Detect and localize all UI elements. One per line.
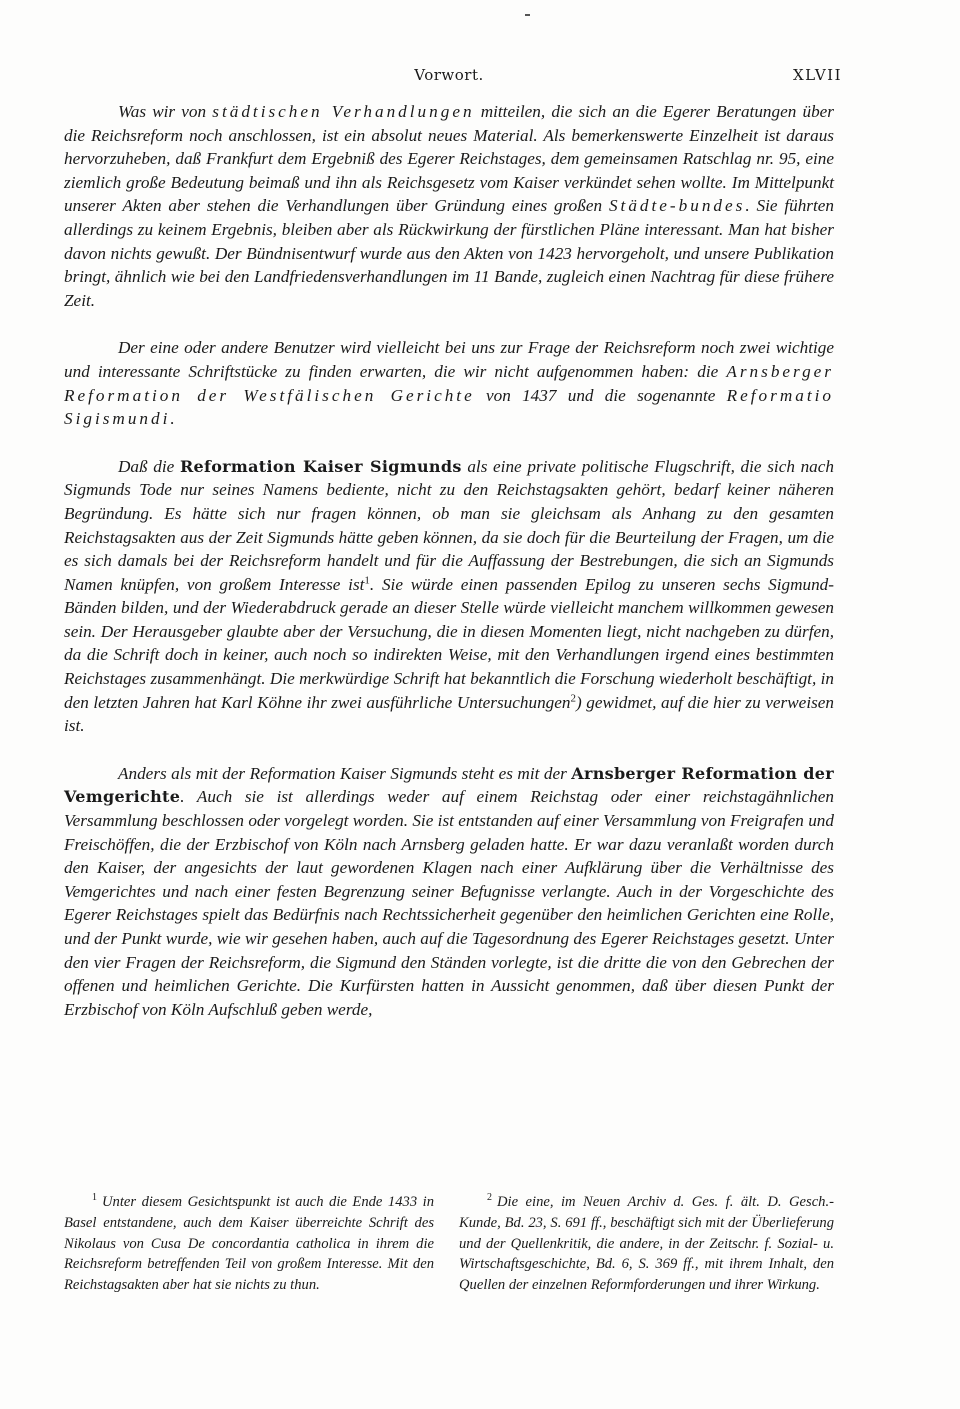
text-run: . Sie führten allerdings zu keinem Ergebnis, bleiben aber als Rückwirkung der fürstlichen Pläne interessant. Man hat bisher davon nichts gewußt. Der Bündnisentwurf wurde aus den Akten von 1423 hervorgeholt, und unsere Publikation bringt, ähnlich wie bei den Landfriedensverhandlungen im 11 Bande, zugleich einen Nachtrag für diese frühere Zeit. bbox=[64, 196, 834, 310]
footnote-number: 2 bbox=[487, 1192, 492, 1204]
running-head bbox=[64, 66, 842, 88]
text-run: von 1437 und die sogenannte bbox=[474, 385, 727, 405]
bold-emphasis: Reformation Kaiser Sigmunds bbox=[179, 456, 462, 476]
text-run: Anders als mit der Reformation Kaiser Sigmunds steht es mit der bbox=[118, 763, 572, 783]
body-text bbox=[64, 100, 834, 1021]
text-run: . Auch sie ist allerdings weder auf einem Reichstag oder einer reichstagähnlichen Versammlung beschlossen oder vorgelegt worden. Sie ist entstanden auf einer Versammlung von Freigrafen und Freischöffen, die der Erzbischof von Köln nach Arnsberg geladen hatte. Er war dazu veranlaßt worden durch den Kaiser, der angesichts der laut gewordenen Klagen nach einer Aufklärung über die Verhältnisse des Vemgerichtes und nach einer festen Begrenzung seiner Befugnisse verlangte. Auch in der Vorgeschichte des Egerer Reichstages spielt das Bedürfnis nach Rechtssicherheit gegenüber den heimlichen Gerichten eine Rolle, und der Punkt wurde, wie wir gesehen haben, auch auf die Tagesordnung des Egerer Reichstages gesetzt. Unter den vier Fragen der Reichsreform, die Sigmund den Ständen vorlegte, ist die dritte die von den Gebrechen der offenen und heimlichen Gerichte. Die Kurfürsten hatten in Aussicht genommen, daß über diesen Punkt der Erzbischof von Köln Aufschluß geben werde, bbox=[64, 787, 834, 1019]
paragraph-4 bbox=[64, 762, 834, 1022]
footnote-number: 1 bbox=[92, 1192, 97, 1204]
footnote-2 bbox=[459, 1192, 834, 1296]
footnote-reference: 2 bbox=[570, 691, 576, 704]
paragraph-3 bbox=[64, 455, 834, 738]
footnote-text: Die eine, im Neuen Archiv d. Ges. f. ält. D. Gesch.-Kunde, Bd. 23, S. 691 ff., beschäftigt sich mit der Überlieferung und der Quellenkritik, die andere, in der Zeitschr. f. Sozial- u. Wirtschaftsgeschichte, Bd. 6, S. 369 ff., mit ihrem Inhalt, den Quellen der einzelnen Reformforderungen und ihrer Wirkung. bbox=[459, 1194, 834, 1294]
footnote-reference: 1 bbox=[364, 573, 370, 586]
footnote-1 bbox=[64, 1192, 434, 1296]
text-run: mitteilen, die sich an die Egerer Beratungen über die Reichsreform noch anschlossen, ist ein absolut neues Material. Als bemerkenswerte Einzelheit ist daraus hervorzuheben, daß Frankfurt dem Ergebniß des Egerer Reichstages, dem gemeinsamen Ratschlag nr. 95, eine ziemlich große Bedeutung beimaß und ihn als Reichsgesetz vom Kaiser verkündet sehen wollte. Im Mittelpunkt unserer Akten aber stehen die Verhandlungen über Gründung eines großen bbox=[64, 102, 834, 216]
spaced-emphasis: Städte-bundes bbox=[608, 196, 746, 216]
spaced-emphasis: Arnsberger Reformation der Westfälischen Gerichte bbox=[64, 361, 834, 405]
text-run: . bbox=[170, 409, 175, 429]
page-number: XLVII bbox=[792, 66, 842, 84]
text-run: Der eine oder andere Benutzer wird vielleicht bei uns zur Frage der Reichsreform noch zwei wichtige und interessante Schriftstücke zu finden erwarten, die wir nicht aufgenommen haben: die bbox=[64, 338, 834, 381]
text-run: ) gewidmet, auf die hier zu verweisen ist. bbox=[64, 692, 834, 736]
spaced-emphasis: städtischen Verhandlungen bbox=[212, 102, 475, 121]
footnote-text: Unter diesem Gesichtspunkt ist auch die Ende 1433 in Basel entstandene, auch dem Kaiser überreichte Schrift des Nikolaus von Cusa De concordantia catholica in ihrem die Reichsreform betreffenden Teil von großem Interesse. Mit den Reichstagsakten aber hat sie nichts zu thun. bbox=[64, 1194, 434, 1294]
text-run: . Sie würde einen passenden Epilog zu unseren sechs Sigmund-Bänden bilden, und der Wiederabdruck gerade an dieser Stelle würde vielleicht manchem willkommen gewesen sein. Der Herausgeber glaubte aber der Versuchung, die in diesen Momenten liegt, nicht nachgeben zu dürfen, da die Schrift doch in keiner, auch noch so indirekten Weise, mit den Verhandlungen irgend eines bestimmten Reichstages zusammenhängt. Die merkwürdige Schrift hat bekanntlich die Forschung wiederholt beschäftigt, in den letzten Jahren hat Karl Köhne ihr zwei ausführliche Untersuchungen bbox=[64, 574, 834, 712]
text-run: als eine private politische Flugschrift, die sich nach Sigmunds Tode nur seines Namens bediente, nicht zu den Reichstagsakten gehört, bedarf keiner näheren Begründung. Es hätte sich nur fragen können, ob man sie gleichsam als Anhang zu den gesamten Reichstagsakten aus der Zeit Sigmunds hätte geben können, da sie doch für die Beurteilung der Fragen, um die es sich damals bei der Reichsreform handelt und für die Auffassung der Bestrebungen, die sich an Sigmunds Namen knüpfen, von großem Interesse ist bbox=[64, 456, 834, 594]
print-mark bbox=[525, 14, 530, 16]
spaced-emphasis: Reformatio Sigismundi bbox=[64, 385, 834, 429]
text-run: Daß die bbox=[118, 456, 180, 476]
paragraph-2 bbox=[64, 336, 834, 430]
paragraph-1 bbox=[64, 100, 834, 312]
running-title: Vorwort. bbox=[414, 66, 484, 84]
text-run: Was wir von bbox=[118, 102, 213, 121]
bold-emphasis: Arnsberger Reformation der Vemgerichte bbox=[64, 763, 834, 807]
